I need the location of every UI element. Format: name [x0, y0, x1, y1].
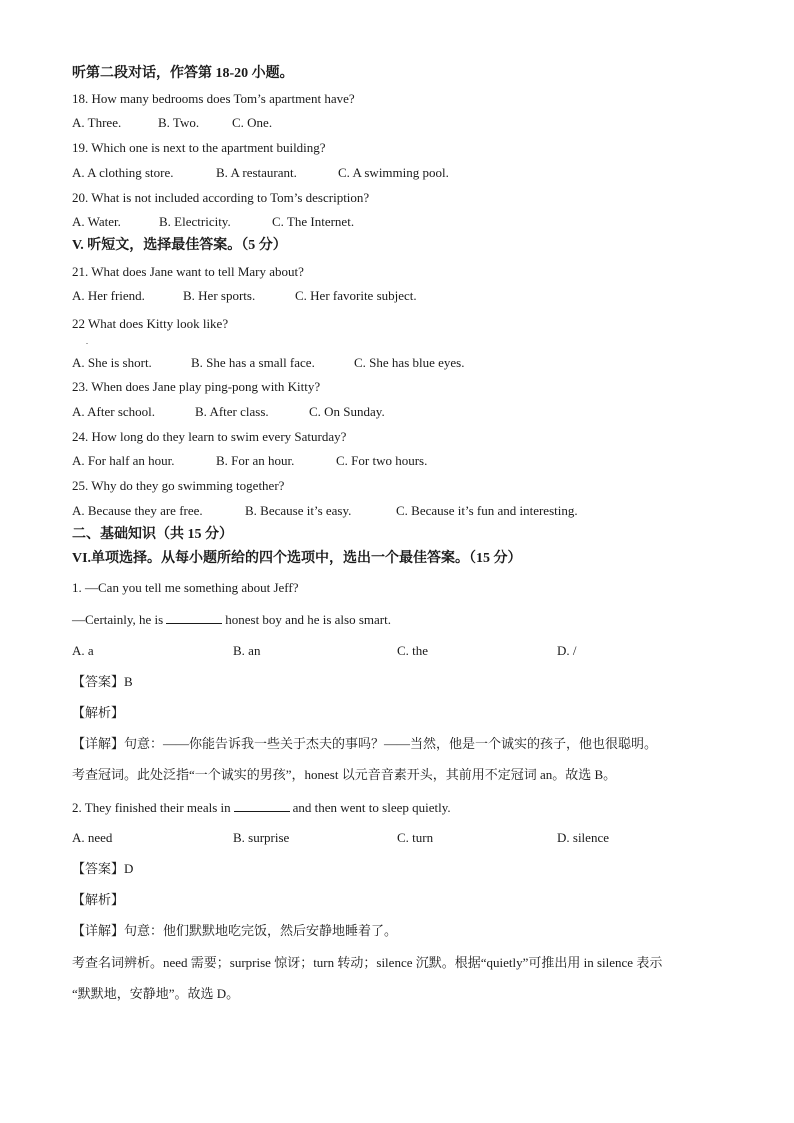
s1-option-d: D. / [557, 643, 577, 658]
q18-option-a: A. Three. [72, 115, 122, 130]
s2-detail: 【详解】句意：他们默默地吃完饭，然后安静地睡着了。 [72, 923, 398, 938]
s1-detail: 【详解】句意：——你能告诉我一些关于杰夫的事吗？——当然，他是一个诚实的孩子，他也很聪明。 [72, 736, 658, 751]
s1-text-before-blank: —Certainly, he is [72, 612, 164, 627]
q20-option-c: C. The Internet. [272, 214, 355, 229]
q24-option-b: B. For an hour. [216, 453, 295, 468]
s2-text-before-blank: 2. They finished their meals in [72, 800, 231, 815]
s2-explanation-line1: 考查名词辨析。need 需要；surprise 惊讶；turn 转动；silence 沉默。根据“quietly”可推出用 in silence 表示 [72, 955, 663, 970]
q19-option-a: A. A clothing store. [72, 165, 174, 180]
s1-question-line1: 1. —Can you tell me something about Jeff? [72, 580, 299, 595]
question-25: 25. Why do they go swimming together? [72, 478, 285, 493]
question-19: 19. Which one is next to the apartment building? [72, 140, 326, 155]
s1-analysis-label: 【解析】 [72, 705, 125, 720]
q22-option-c: C. She has blue eyes. [354, 355, 465, 370]
q24-option-c: C. For two hours. [336, 453, 428, 468]
section-heading-dialog2: 听第二段对话，作答第 18-20 小题。 [72, 66, 294, 81]
s1-answer: 【答案】B [72, 674, 133, 689]
q18-option-b: B. Two. [158, 115, 200, 130]
question-20: 20. What is not included according to Tom’s description? [72, 190, 370, 205]
s2-analysis-label: 【解析】 [72, 892, 125, 907]
q22-option-b: B. She has a small face. [191, 355, 315, 370]
question-22: 22 What does Kitty look like? [72, 316, 229, 331]
q21-option-c: C. Her favorite subject. [295, 288, 417, 303]
part-heading-basic-knowledge: 二、基础知识（共 15 分） [72, 527, 233, 542]
q24-option-a: A. For half an hour. [72, 453, 175, 468]
q23-option-a: A. After school. [72, 404, 156, 419]
q19-option-b: B. A restaurant. [216, 165, 297, 180]
q21-option-a: A. Her friend. [72, 288, 145, 303]
q21-option-b: B. Her sports. [183, 288, 256, 303]
s2-text-after-blank: and then went to sleep quietly. [292, 800, 451, 815]
s2-option-c: C. turn [397, 830, 434, 845]
s2-option-b: B. surprise [233, 830, 290, 845]
question-24: 24. How long do they learn to swim every Saturday? [72, 429, 347, 444]
q20-option-b: B. Electricity. [159, 214, 231, 229]
s1-question-line2 [72, 611, 391, 628]
section-heading-vi: VI.单项选择。从每小题所给的四个选项中，选出一个最佳答案。（15 分） [72, 551, 522, 566]
s1-explanation: 考查冠词。此处泛指“一个诚实的男孩”，honest 以元音音素开头，其前用不定冠词 an。故选 B。 [72, 767, 617, 782]
s2-question [72, 799, 451, 816]
answer-blank [234, 799, 290, 812]
question-23: 23. When does Jane play ping-pong with Kitty? [72, 379, 321, 394]
s1-text-after-blank: honest boy and he is also smart. [225, 612, 391, 627]
q25-option-a: A. Because they are free. [72, 503, 203, 518]
s1-option-c: C. the [397, 643, 429, 658]
s2-explanation-line2: “默默地，安静地”。故选 D。 [72, 986, 240, 1001]
section-heading-v: V. 听短文，选择最佳答案。（5 分） [72, 238, 287, 253]
stray-dot: . [86, 337, 88, 346]
q25-option-c: C. Because it’s fun and interesting. [396, 503, 578, 518]
q20-option-a: A. Water. [72, 214, 121, 229]
q22-option-a: A. She is short. [72, 355, 152, 370]
q25-option-b: B. Because it’s easy. [245, 503, 352, 518]
question-21: 21. What does Jane want to tell Mary about? [72, 264, 304, 279]
answer-blank [166, 611, 222, 624]
s2-answer: 【答案】D [72, 861, 134, 876]
q23-option-b: B. After class. [195, 404, 269, 419]
s2-option-a: A. need [72, 830, 113, 845]
s1-option-b: B. an [233, 643, 261, 658]
q18-option-c: C. One. [232, 115, 273, 130]
question-18: 18. How many bedrooms does Tom’s apartment have? [72, 91, 355, 106]
s1-option-a: A. a [72, 643, 94, 658]
q23-option-c: C. On Sunday. [309, 404, 385, 419]
q19-option-c: C. A swimming pool. [338, 165, 449, 180]
s2-option-d: D. silence [557, 830, 609, 845]
